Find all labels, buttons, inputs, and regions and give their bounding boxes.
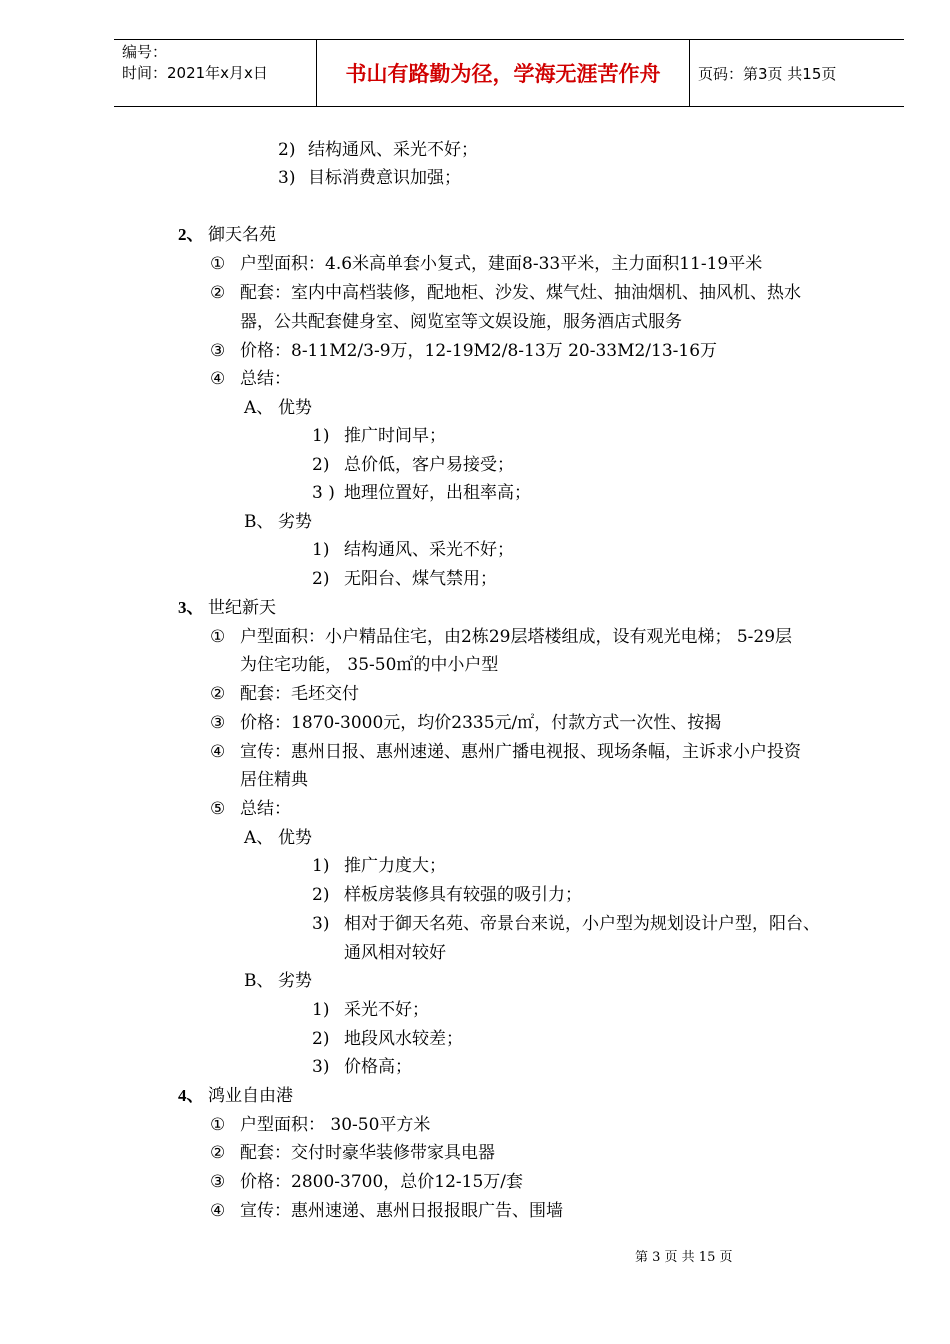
list-number: 2) [312,885,330,905]
item-number: ④ [210,742,226,762]
item-number: ④ [210,1201,226,1221]
sub-heading-number: A、 [244,828,274,848]
item-text: 户型面积：4.6米高单套小复式，建面8-33平米，主力面积11-19平米 [240,254,763,274]
item-text: 总结： [240,799,291,819]
section-number: 3、 [178,598,204,617]
list-number: 1) [312,856,330,876]
item-number: ① [210,254,226,274]
item-number: ② [210,1143,226,1163]
section-title: 御天名苑 [208,225,276,245]
list-number: 3) [278,168,296,188]
list-number: 1) [312,540,330,560]
item-text: 配套：毛坯交付 [240,684,359,704]
item-text: 户型面积： 30-50平方米 [240,1115,431,1135]
list-text: 地理位置好，出租率高； [344,483,531,503]
list-number: 3) [312,1057,330,1077]
list-number: 2) [312,455,330,475]
sub-heading: 劣势 [278,512,312,532]
list-text: 结构通风、采光不好； [344,540,514,560]
sub-heading: 优势 [278,828,312,848]
list-text: 样板房装修具有较强的吸引力； [344,885,582,905]
sub-heading: 劣势 [278,971,312,991]
time-label: 时间：2021年x月x日 [122,64,268,82]
sub-heading-number: A、 [244,398,274,418]
list-number: 2) [312,569,330,589]
item-text-cont: 居住精典 [240,770,308,790]
item-text: 宣传：惠州速递、惠州日报报眼广告、围墙 [240,1201,563,1221]
item-number: ③ [210,1172,226,1192]
sub-heading: 优势 [278,398,312,418]
item-number: ④ [210,369,226,389]
number-label: 编号： [122,43,168,61]
page-footer: 第 3 页 共 15 页 [635,1250,733,1265]
header-meta [114,40,316,106]
sub-heading-number: B、 [244,971,274,991]
list-number: 2) [278,140,296,160]
list-text: 地段风水较差； [344,1029,463,1049]
item-text: 价格：1870-3000元，均价2335元/㎡，付款方式一次性、按揭 [240,713,722,733]
list-number: 2) [312,1029,330,1049]
item-text: 总结： [240,369,291,389]
list-text: 总价低，客户易接受； [344,455,514,475]
sub-heading-number: B、 [244,512,274,532]
item-text: 价格：2800-3700，总价12-15万/套 [240,1172,524,1192]
list-text: 推广力度大； [344,856,446,876]
list-number: 1) [312,1000,330,1020]
item-number: ② [210,684,226,704]
item-number: ③ [210,341,226,361]
list-text: 推广时间早； [344,426,446,446]
item-number: ① [210,1115,226,1135]
item-text: 价格：8-11M2/3-9万，12-19M2/8-13万 20-33M2/13-16万 [240,341,718,361]
section-number: 4、 [178,1086,204,1105]
header-motto: 书山有路勤为径，学海无涯苦作舟 [316,40,690,106]
list-text-cont: 通风相对较好 [344,943,446,963]
item-text: 户型面积：小户精品住宅，由2栋29层塔楼组成，设有观光电梯； 5-29层 [240,627,793,647]
item-text: 配套：室内中高档装修，配地柜、沙发、煤气灶、抽油烟机、抽风机、热水 [240,283,801,303]
header-page-label: 页码：第3页 共15页 [698,64,837,83]
item-number: ② [210,283,226,303]
section-number: 2、 [178,225,204,244]
list-text: 价格高； [344,1057,412,1077]
list-text: 目标消费意识加强； [308,168,461,188]
section-title: 鸿业自由港 [208,1086,293,1106]
list-text: 无阳台、煤气禁用； [344,569,497,589]
item-text: 配套：交付时豪华装修带家具电器 [240,1143,495,1163]
section-title: 世纪新天 [208,598,276,618]
item-text-cont: 为住宅功能， 35-50㎡的中小户型 [240,655,499,675]
item-number: ③ [210,713,226,733]
item-number: ① [210,627,226,647]
item-text-cont: 器，公共配套健身室、阅览室等文娱设施，服务酒店式服务 [240,312,682,332]
list-number: 3 ) [312,483,335,503]
item-text: 宣传：惠州日报、惠州速递、惠州广播电视报、现场条幅，主诉求小户投资 [240,742,801,762]
list-number: 1) [312,426,330,446]
list-text: 采光不好； [344,1000,429,1020]
list-text: 结构通风、采光不好； [308,140,478,160]
list-text: 相对于御天名苑、帝景台来说，小户型为规划设计户型，阳台、 [344,914,820,934]
page-header [114,39,904,107]
item-number: ⑤ [210,799,226,819]
list-number: 3) [312,914,330,934]
